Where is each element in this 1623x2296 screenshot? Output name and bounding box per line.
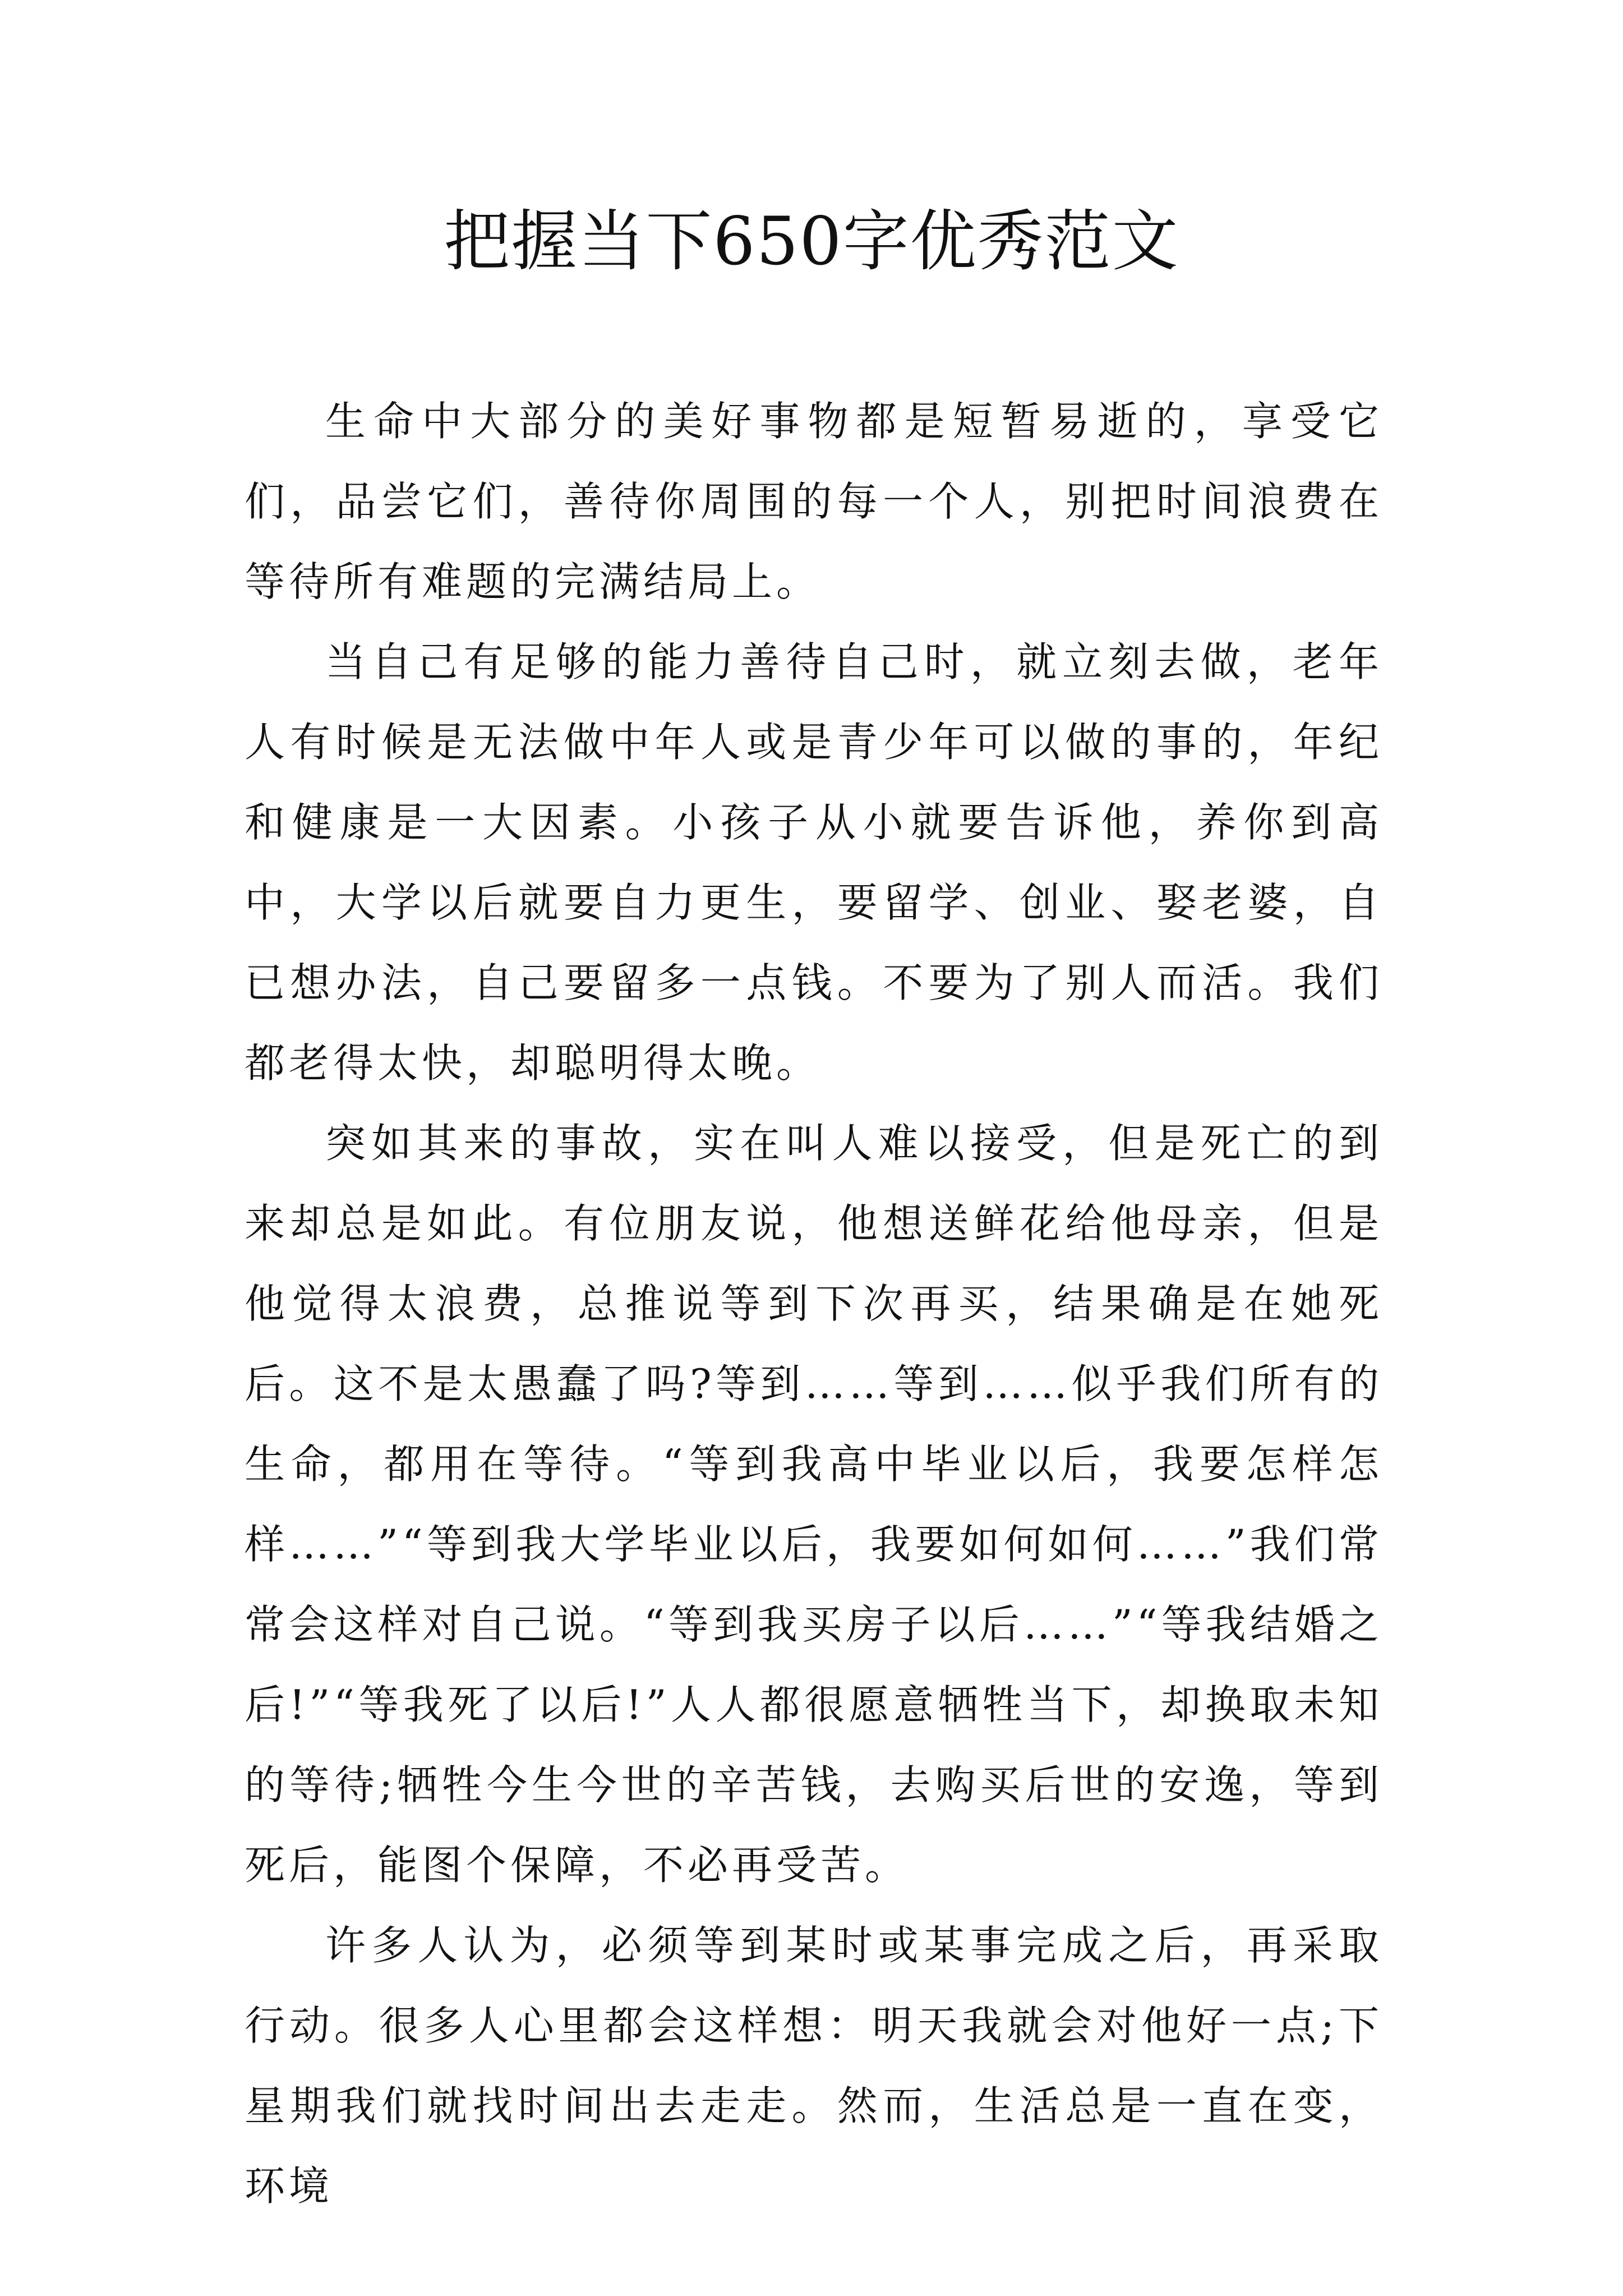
- paragraph-2: 当自己有足够的能力善待自己时，就立刻去做，老年人有时候是无法做中年人或是青少年可以做的事的，年纪和健康是一大因素。小孩子从小就要告诉他，养你到高中，大学以后就要自力更生，要留学、创业、娶老婆，自已想办法，自己要留多一点钱。不要为了别人而活。我们都老得太快，却聪明得太晚。: [245, 638, 1383, 1087]
- document-body: [245, 381, 1383, 2226]
- paragraph-3: 突如其来的事故，实在叫人难以接受，但是死亡的到来却总是如此。有位朋友说，他想送鲜花给他母亲，但是他觉得太浪费，总推说等到下次再买，结果确是在她死后。这不是太愚蠢了吗?等到……等到……似乎我们所有的生命，都用在等待。“等到我高中毕业以后，我要怎样怎样……”“等到我大学毕业以后，我要如何如何……”我们常常会这样对自己说。“等到我买房子以后……”“等我结婚之后!”“等我死了以后!”人人都很愿意牺牲当下，却换取未知的等待;牺牲今生今世的辛苦钱，去购买后世的安逸，等到死后，能图个保障，不必再受苦。: [245, 1120, 1383, 1889]
- paragraph-4: 许多人认为，必须等到某时或某事完成之后，再采取行动。很多人心里都会这样想：明天我就会对他好一点;下星期我们就找时间出去走走。然而，生活总是一直在变，环境: [245, 1922, 1383, 2210]
- paragraph-1: 生命中大部分的美好事物都是短暂易逝的，享受它们，品尝它们，善待你周围的每一个人，别把时间浪费在等待所有难题的完满结局上。: [245, 398, 1383, 605]
- document-title: 把握当下650字优秀范文: [444, 203, 1179, 280]
